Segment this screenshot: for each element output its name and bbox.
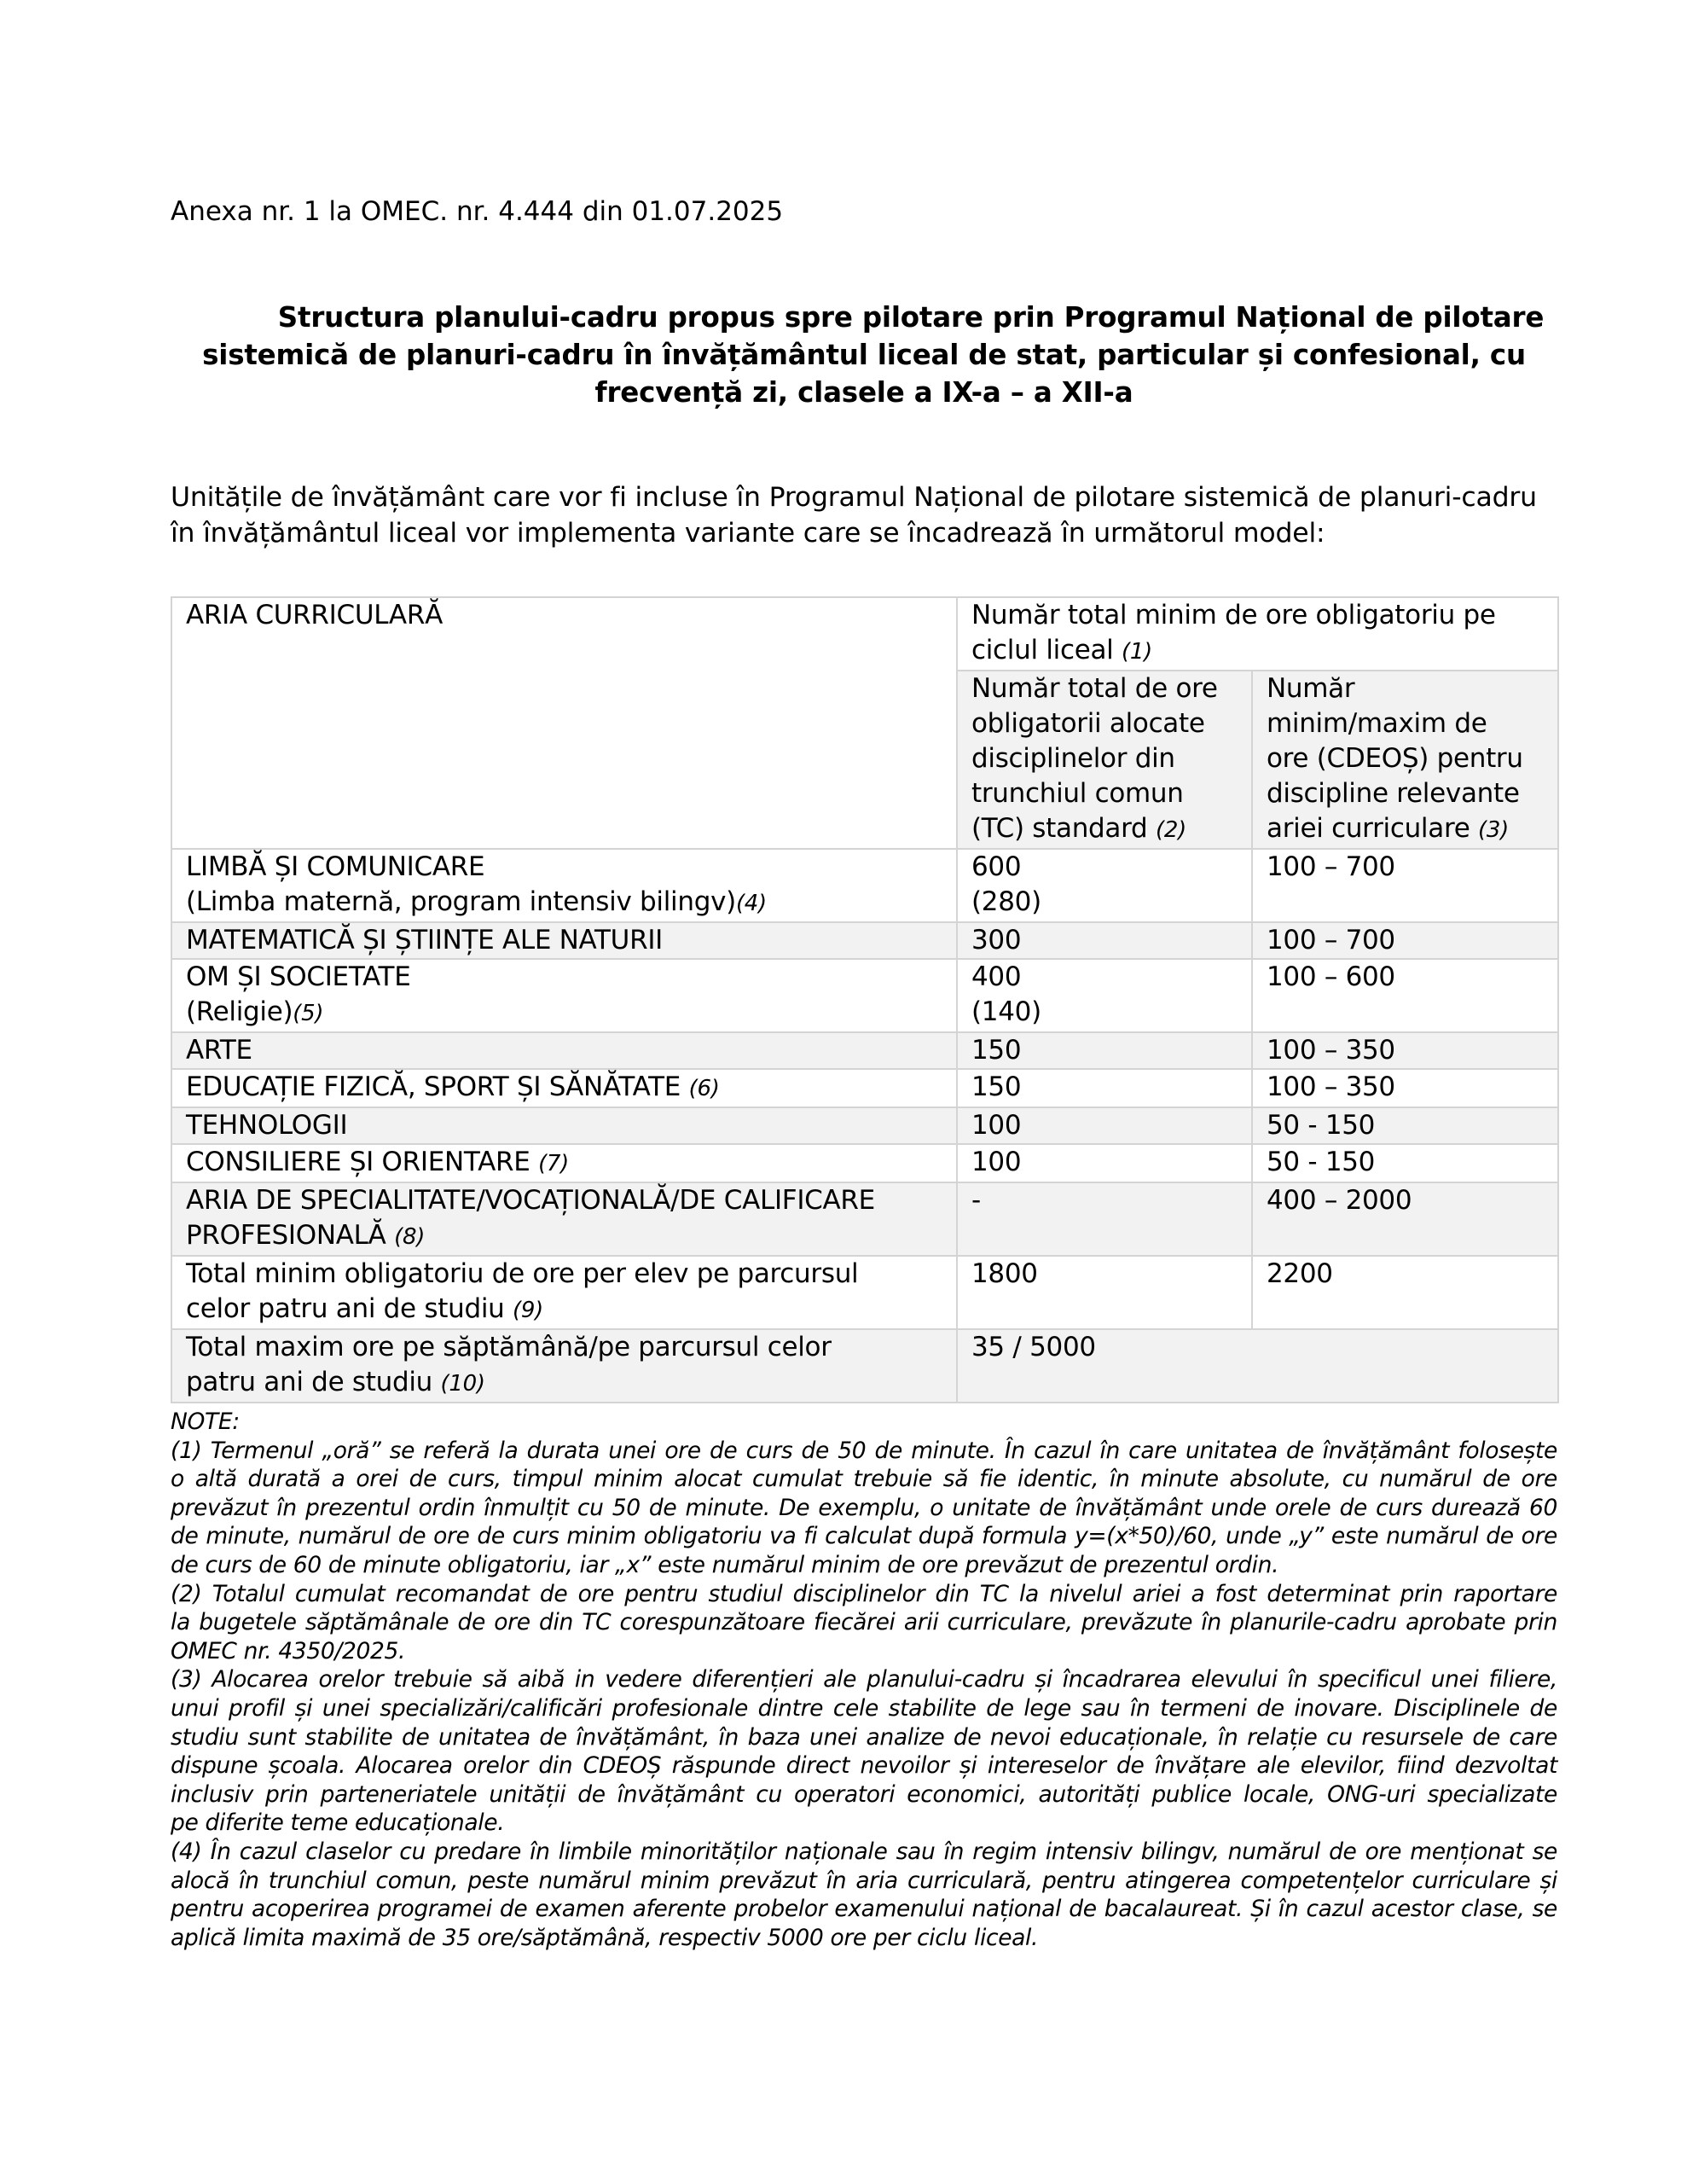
cdeos-hours-cell bbox=[1252, 849, 1558, 922]
cdeos-range: 100 – 600 bbox=[1267, 961, 1395, 992]
cdeos-hours-cell bbox=[1252, 959, 1558, 1032]
footnote-ref: (8) bbox=[394, 1224, 426, 1250]
note-line: (3) Alocarea orelor trebuie să aibă in vedere diferențieri ale planului-cadru și încadrarea elevului în specificul unei filiere, bbox=[171, 1666, 1557, 1693]
header-cdeos-line: ore (CDEOȘ) pentru bbox=[1267, 743, 1523, 774]
area-cell bbox=[171, 922, 957, 959]
area-subname: (Religie) bbox=[186, 996, 293, 1027]
footnote-ref: (5) bbox=[293, 1001, 324, 1026]
note-line: (2) Totalul cumulat recomandat de ore pentru studiul disciplinelor din TC la nivelul ariei a fost determinat prin raportare bbox=[171, 1580, 1557, 1607]
footnote-ref: (3) bbox=[1478, 817, 1509, 843]
table-row bbox=[171, 1069, 1558, 1107]
header-tc-line: disciplinelor din bbox=[971, 743, 1175, 774]
cdeos-range: 100 – 700 bbox=[1267, 851, 1395, 882]
area-cell bbox=[171, 1329, 957, 1403]
tc-hours-value: 100 bbox=[971, 1147, 1022, 1177]
area-name: CONSILIERE ȘI ORIENTARE bbox=[186, 1147, 539, 1177]
table-row bbox=[171, 922, 1558, 959]
header-minimum-hours-group bbox=[957, 597, 1558, 671]
header-curricular-area bbox=[171, 597, 957, 849]
area-cell bbox=[171, 1107, 957, 1144]
tc-hours-cell bbox=[957, 1069, 1252, 1107]
area-cell bbox=[171, 1256, 957, 1329]
tc-hours-value: 150 bbox=[971, 1035, 1022, 1066]
header-tc-line: (TC) standard bbox=[971, 813, 1148, 844]
header-curricular-area-label: ARIA CURRICULARĂ bbox=[186, 600, 443, 630]
tc-hours-value: 600 bbox=[971, 851, 1022, 882]
note-line: de minute, numărul de ore de curs minim obligatoriu va fi calculat după formula y=(x*50)/60, unde „y” este numărul de ore bbox=[171, 1523, 1557, 1550]
area-name: ARIA DE SPECIALITATE/VOCAȚIONALĂ/DE CALIFICARE bbox=[186, 1185, 875, 1216]
footnote-ref: (6) bbox=[688, 1076, 720, 1101]
tc-hours-cell bbox=[957, 922, 1252, 959]
cdeos-range: 50 - 150 bbox=[1267, 1147, 1376, 1177]
curriculum-framework-table bbox=[171, 596, 1559, 1403]
title-line-3: frecvență zi, clasele a IX-a – a XII-a bbox=[594, 376, 1133, 409]
note-line: de curs de 60 de minute obligatoriu, iar „x” este numărul minim de ore prevăzut de prezentul ordin. bbox=[171, 1551, 1279, 1578]
cdeos-hours-cell bbox=[1252, 1032, 1558, 1069]
tc-hours-cell bbox=[957, 1182, 1252, 1256]
tc-hours-value: 300 bbox=[971, 925, 1022, 956]
tc-hours-value: 1800 bbox=[971, 1258, 1038, 1289]
note-line: dispune școala. Alocarea orelor din CDEOȘ răspunde direct nevoilor și intereselor de învățare ale elevilor, fiind dezvoltat bbox=[171, 1752, 1557, 1780]
header-tc-line: trunchiul comun bbox=[971, 778, 1184, 809]
footnote-ref: (10) bbox=[440, 1371, 485, 1397]
cdeos-range: 100 – 350 bbox=[1267, 1035, 1395, 1066]
note-line: studiu sunt stabilite de unitatea de învățământ, în baza unei analize de nevoi educaționale, în relație cu resursele de care bbox=[171, 1723, 1557, 1751]
cdeos-hours-cell bbox=[1252, 1182, 1558, 1256]
cdeos-range: 100 – 350 bbox=[1267, 1072, 1395, 1102]
cdeos-hours-cell bbox=[1252, 1107, 1558, 1144]
note-line: OMEC nr. 4350/2025. bbox=[171, 1637, 406, 1664]
header-tc-hours bbox=[957, 671, 1252, 849]
cdeos-range: 100 – 700 bbox=[1267, 925, 1395, 956]
tc-hours-cell bbox=[957, 959, 1252, 1032]
table-row-total-max bbox=[171, 1329, 1558, 1403]
note-line: alocă în trunchiul comun, peste numărul minim prevăzut în aria curriculară, pentru atingerea competențelor curriculare și bbox=[171, 1867, 1557, 1894]
annex-header: Anexa nr. 1 la OMEC. nr. 4.444 din 01.07.2025 bbox=[171, 196, 784, 227]
cdeos-range: 400 – 2000 bbox=[1267, 1185, 1412, 1216]
area-name: Total minim obligatoriu de ore per elev pe parcursul bbox=[186, 1258, 859, 1289]
area-name: OM ȘI SOCIETATE bbox=[186, 961, 411, 992]
note-line: aplică limita maximă de 35 ore/săptămână, respectiv 5000 ore per ciclu liceal. bbox=[171, 1924, 1039, 1951]
intro-line-1: Unitățile de învățământ care vor fi incluse în Programul Național de pilotare sistemică de planuri-cadru bbox=[171, 482, 1537, 513]
note-line: (4) În cazul claselor cu predare în limbile minorităților naționale sau în regim intensiv bilingv, numărul de ore menționat se bbox=[171, 1838, 1557, 1865]
note-line: unui profil și unei specializări/calificări profesionale dintre cele stabilite de lege sau în termeni de inovare. Disciplinele de bbox=[171, 1694, 1557, 1722]
footnote-ref: (4) bbox=[735, 891, 767, 916]
footnote-ref: (2) bbox=[1155, 817, 1186, 843]
note-line: pentru acoperirea programei de examen aferente probelor examenului național de bacalaureat. Și în cazul acestor clase, se bbox=[171, 1896, 1557, 1923]
note-line: la bugetele săptămânale de ore din TC corespunzătoare fiecărei arii curriculare, prevăzute în planurile-cadru aprobate prin bbox=[171, 1609, 1557, 1636]
tc-hours-cell bbox=[957, 849, 1252, 922]
header-cdeos-hours bbox=[1252, 671, 1558, 849]
area-name: ARTE bbox=[186, 1035, 252, 1066]
tc-hours-cell bbox=[957, 1144, 1252, 1182]
header-tc-line: obligatorii alocate bbox=[971, 708, 1205, 739]
table-row bbox=[171, 1256, 1558, 1329]
header-cdeos-line: ariei curriculare bbox=[1267, 813, 1470, 844]
note-line: pe diferite teme educaționale. bbox=[171, 1809, 505, 1837]
table-row bbox=[171, 1107, 1558, 1144]
notes-section bbox=[171, 1408, 1557, 1952]
note-line: inclusiv prin parteneriatele unității de învățământ cu operatori economici, autorități publice locale, ONG-uri specializate bbox=[171, 1780, 1557, 1808]
intro-paragraph bbox=[171, 479, 1557, 551]
tc-hours-value: 100 bbox=[971, 1110, 1022, 1141]
area-name-cont: celor patru ani de studiu bbox=[186, 1293, 513, 1324]
table-row bbox=[171, 849, 1558, 922]
header-group-line: ciclul liceal bbox=[971, 635, 1114, 665]
table-row bbox=[171, 1144, 1558, 1182]
tc-hours-cell bbox=[957, 1107, 1252, 1144]
intro-line-2: în învățământul liceal vor implementa variante care se încadrează în următorul model: bbox=[171, 518, 1325, 549]
cdeos-range: 50 - 150 bbox=[1267, 1110, 1376, 1141]
cdeos-hours-cell bbox=[1252, 1144, 1558, 1182]
notes-heading: NOTE: bbox=[171, 1409, 240, 1435]
tc-hours-subvalue: (140) bbox=[971, 996, 1041, 1027]
area-name-cont: patru ani de studiu bbox=[186, 1367, 441, 1397]
area-name: TEHNOLOGII bbox=[186, 1110, 348, 1141]
cdeos-hours-cell bbox=[1252, 1069, 1558, 1107]
note-line: o altă durată a orei de curs, timpul minim alocat cumulat trebuie să fie identic, în minute absolute, cu numărul de ore bbox=[171, 1466, 1557, 1493]
area-name: LIMBĂ ȘI COMUNICARE bbox=[186, 851, 485, 882]
footnote-ref: (1) bbox=[1122, 639, 1152, 665]
table-header-row-1 bbox=[171, 597, 1558, 671]
area-name: MATEMATICĂ ȘI ȘTIINȚE ALE NATURII bbox=[186, 925, 663, 956]
document-title bbox=[171, 299, 1557, 411]
header-cdeos-line: minim/maxim de bbox=[1267, 708, 1487, 739]
tc-hours-cell bbox=[957, 1032, 1252, 1069]
max-hours-value: 35 / 5000 bbox=[971, 1332, 1096, 1362]
area-cell bbox=[171, 959, 957, 1032]
table-row bbox=[171, 1032, 1558, 1069]
area-name: Total maxim ore pe săptămână/pe parcursul celor bbox=[186, 1332, 832, 1362]
area-name-cont: PROFESIONALĂ bbox=[186, 1220, 395, 1251]
area-subname: (Limba maternă, program intensiv bilingv) bbox=[186, 886, 736, 917]
header-group-line: Număr total minim de ore obligatoriu pe bbox=[971, 600, 1496, 630]
header-tc-line: Număr total de ore bbox=[971, 673, 1218, 704]
table-row bbox=[171, 1182, 1558, 1256]
area-name: EDUCAȚIE FIZICĂ, SPORT ȘI SĂNĂTATE bbox=[186, 1072, 689, 1102]
area-cell bbox=[171, 1069, 957, 1107]
area-cell bbox=[171, 1032, 957, 1069]
table-row bbox=[171, 959, 1558, 1032]
tc-hours-cell bbox=[957, 1256, 1252, 1329]
tc-hours-subvalue: (280) bbox=[971, 886, 1041, 917]
header-cdeos-line: discipline relevante bbox=[1267, 778, 1520, 809]
title-line-1: Structura planului-cadru propus spre pilotare prin Programul Național de pilotare bbox=[277, 301, 1545, 334]
note-line: (1) Termenul „oră” se referă la durata unei ore de curs de 50 de minute. În cazul în care unitatea de învățământ folosește bbox=[171, 1437, 1557, 1464]
footnote-ref: (9) bbox=[513, 1298, 543, 1323]
note-line: prevăzut în prezentul ordin înmulțit cu 50 de minute. De exemplu, o unitate de învățământ unde orele de curs durează 60 bbox=[171, 1494, 1557, 1521]
tc-hours-value: 150 bbox=[971, 1072, 1022, 1102]
title-line-2: sistemică de planuri-cadru în învățământul liceal de stat, particular și confesional, cu bbox=[202, 339, 1526, 371]
tc-hours-value: - bbox=[971, 1185, 981, 1216]
cdeos-range: 2200 bbox=[1267, 1258, 1333, 1289]
cdeos-hours-cell bbox=[1252, 1256, 1558, 1329]
area-cell bbox=[171, 849, 957, 922]
max-hours-cell bbox=[957, 1329, 1558, 1403]
footnote-ref: (7) bbox=[538, 1151, 570, 1176]
tc-hours-value: 400 bbox=[971, 961, 1022, 992]
area-cell bbox=[171, 1182, 957, 1256]
area-cell bbox=[171, 1144, 957, 1182]
header-cdeos-line: Număr bbox=[1267, 673, 1355, 704]
cdeos-hours-cell bbox=[1252, 922, 1558, 959]
